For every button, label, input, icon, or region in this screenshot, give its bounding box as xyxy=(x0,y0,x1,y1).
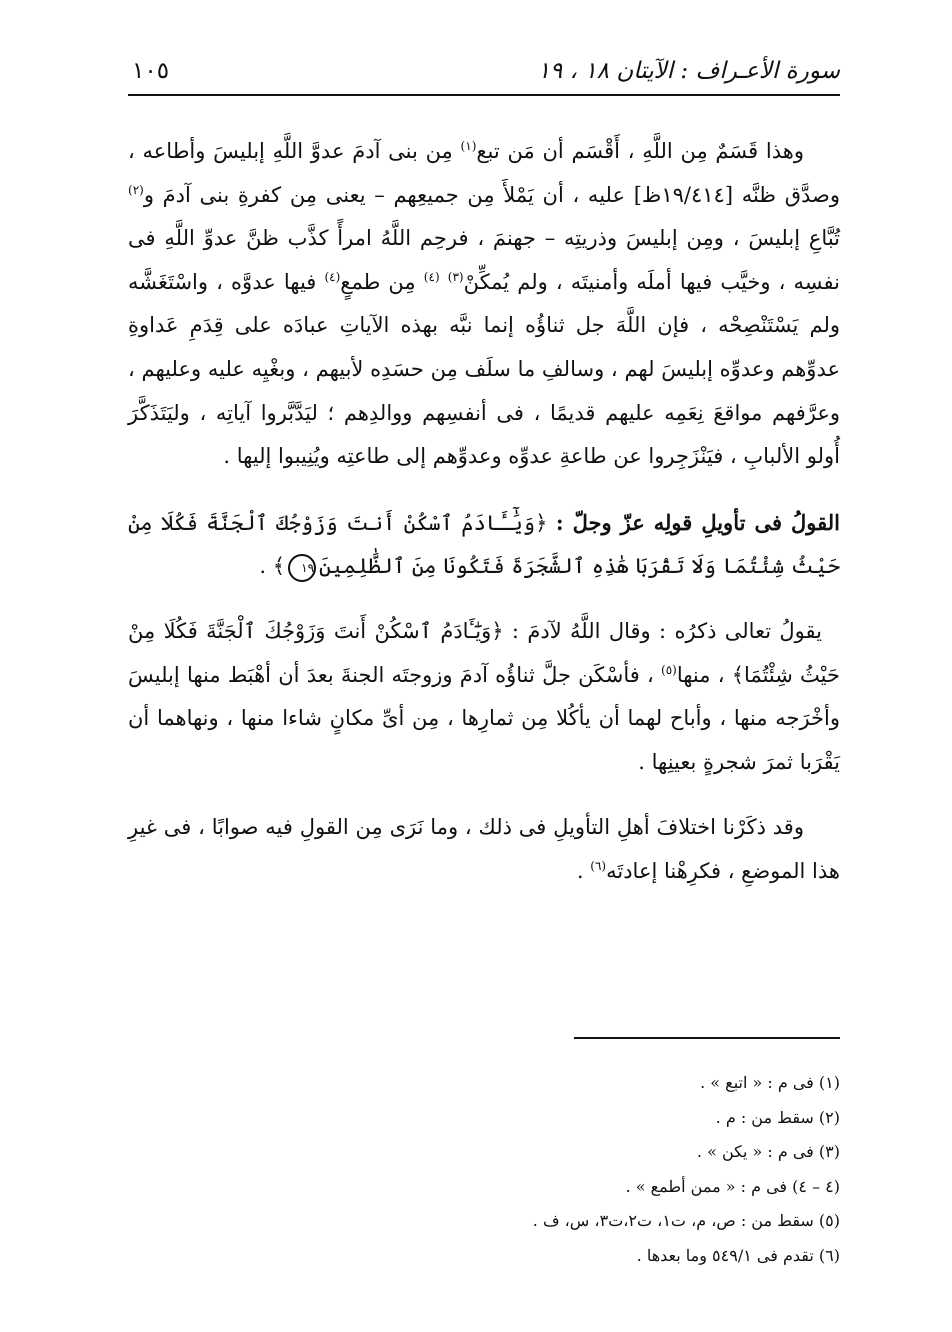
header-title: سورة الأعـراف : الآيتان ١٨ ، ١٩ xyxy=(537,58,840,84)
footnote-ref-6: (٦) xyxy=(590,858,607,873)
footnote-ref-5: (٥) xyxy=(661,662,677,677)
footnote-ref-1: (١) xyxy=(460,139,477,153)
section-heading xyxy=(128,501,840,589)
footnote-6: (٦) تقدم فى ٥٤٩/١ وما بعدها . xyxy=(636,1245,840,1265)
paragraph-1-part-d: مِن طمعٍ xyxy=(340,269,424,294)
paragraph-2-part-a: يقولُ تعالى ذكرُه : وقال اللَّهُ لآدمَ : xyxy=(503,618,823,643)
footnote-2: (٢) سقط من : م . xyxy=(715,1107,840,1127)
paragraph-2 xyxy=(128,610,840,784)
paragraph-1 xyxy=(128,130,840,479)
paragraph-2-verse: ﴿وَيَٰٓـَٔادَمُ ٱسْكُنْ أَنتَ وَزَوْجُكَ ٱلْجَنَّةَ فَكُلَا مِنْ حَيْثُ شِئْتُمَا﴾ xyxy=(128,618,840,687)
heading-lead: القولُ فى تأويلِ قولِه عزّ وجلّ : xyxy=(555,509,840,535)
page-number: ١٠٥ xyxy=(132,58,170,84)
footnote-1: (١) فى م : « اتبع » . xyxy=(700,1073,840,1092)
footnote-ref-4-start: (٤) xyxy=(423,269,440,284)
main-text xyxy=(128,130,840,894)
ayah-number-marker: ١٩ xyxy=(288,554,316,582)
footnote-ref-3: (٣) xyxy=(447,269,464,284)
footnote-4: (٤ – ٤) فى م : « ممن أطمع » . xyxy=(625,1176,840,1196)
footnote-divider xyxy=(574,1037,840,1039)
quran-verse: ﴿وَيَٰٓـَٔادَمُ ٱسْكُنْ أَنتَ وَزَوْجُكَ ٱلْجَنَّةَ فَكُلَا مِنْ حَيْثُ شِئْتُمَا وَلَا تَقْرَبَا هَٰذِهِ ٱلشَّجَرَةَ فَتَكُونَا مِنَ ٱلظَّٰلِمِينَ xyxy=(128,510,840,579)
paragraph-2-part-b: ، منها xyxy=(676,662,732,687)
verse-close: ﴾ . xyxy=(259,554,286,579)
footnotes-list xyxy=(420,1066,840,1273)
footnote-ref-2: (٢) xyxy=(128,182,144,197)
paragraph-1-part-a: وهذا قَسَمٌ مِن اللَّهِ ، أَقْسَم أن مَن تبع xyxy=(476,139,804,163)
paragraph-1-part-b: مِن بنى آدمَ عدوَّ اللَّهِ إبليسَ وأطاعه ، وصدَّق ظنَّه [١٩/٤١٤ظ] عليه ، أن يَمْلأَ مِن جميعِهم – يعنى مِن كفرةِ بنى آدمَ و xyxy=(128,139,840,207)
paragraph-2-part-c: ، فأسْكَن جلَّ ثناؤُه آدمَ وزوجتَه الجنةَ بعدَ أن أهْبَط منها إبليسَ وأخْرَجه منها ، وأباح لهما أن يأكُلا مِن ثمارِها ، مِن أىِّ مكانٍ شاءا منها ، ونهاهما أن يَقْرَبا ثمرَ شجرةٍ بعينِها . xyxy=(128,662,840,774)
paragraph-1-part-e: فيها عدوَّه ، واسْتَغَشَّه ولم يَسْتَنْصِحْه ، فإن اللَّهَ جل ثناؤُه إنما نبَّه بهذه الآياتِ عبادَه على قِدَمِ عَداوةِ عدوِّهم وعدوِّه إبليسَ لهم ، وسالفِ ما سلَف مِن حسَدِه لأبيهم ، وبغْيِه عليه وعليهم ، وعرَّفهم مواقعَ نِعَمِه عليهم قديمًا ، فى أنفسِهم ووالدِهم ؛ ليَدَّبَّروا آياتِه ، وليَتَذَكَّرَ أُولو الألبابِ ، فيَنْزَجِروا عن طاعةِ عدوِّه وعدوِّهم إلى طاعتِه ويُنِيبوا إليها . xyxy=(128,269,840,469)
paragraph-3-part-b: . xyxy=(576,858,591,883)
running-header xyxy=(128,52,840,96)
footnote-ref-4-end: (٤) xyxy=(324,269,341,284)
paragraph-1-part-c: تُبَّاعِ إبليسَ ، ومِن إبليسَ وذريتِه – جهنمَ ، فرحِم اللَّهُ امرأً كذَّب ظنَّ عدوِّ اللَّهِ فى نفسِه ، وخيَّب فيها أملَه وأمنيتَه ، ولم يُمكِّنْ xyxy=(128,226,840,294)
footnote-5: (٥) سقط من : ص، م، ت١، ت٢،ت٣، س، ف . xyxy=(532,1211,840,1230)
footnote-3: (٣) فى م : « يكن » . xyxy=(696,1142,840,1161)
paragraph-3 xyxy=(128,806,840,893)
paragraph-3-part-a: وقد ذكَرْنا اختلافَ أهلِ التأويلِ فى ذلك ، وما نَرَى مِن القولِ فيه صوابًا ، فى غيرِ هذا الموضعِ ، فكرِهْنا إعادتَه xyxy=(128,815,840,883)
